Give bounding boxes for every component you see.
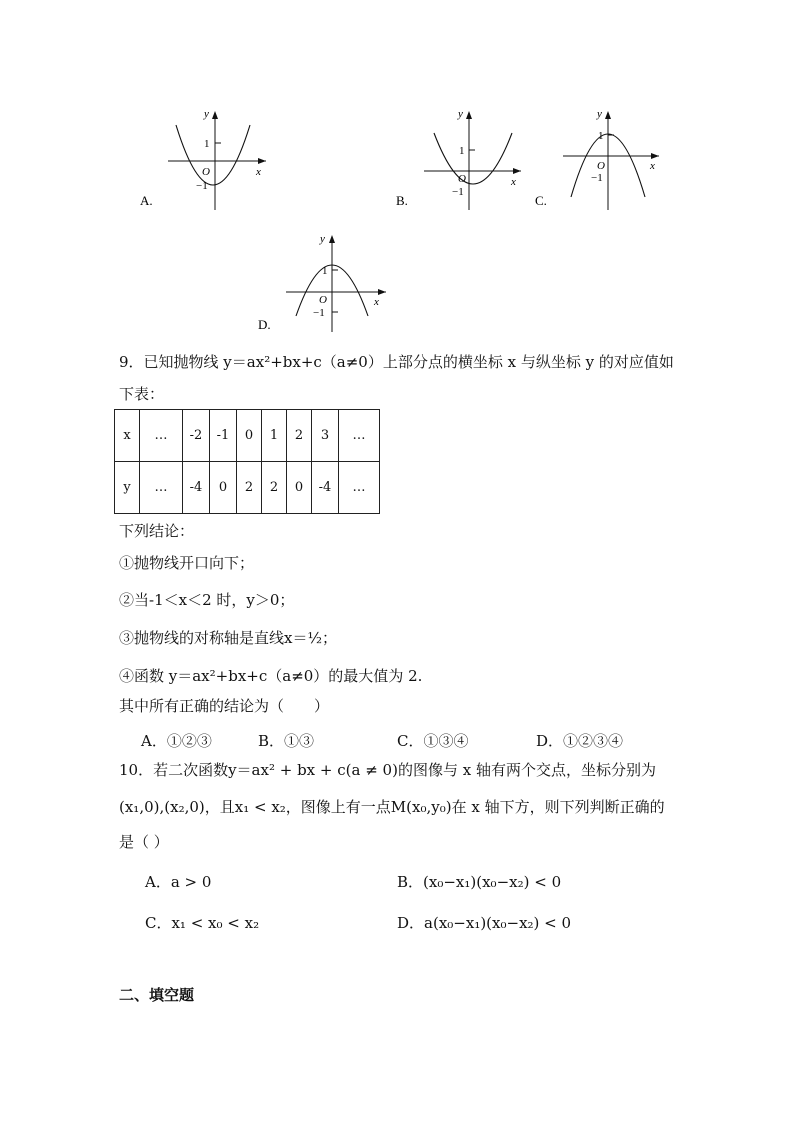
table-cell: 3 <box>312 410 339 462</box>
q9-value-table <box>114 409 380 514</box>
q9-conclusion-2: ②当-1＜x＜2 时，y＞0； <box>119 591 295 609</box>
graph-d-tick-neg: −1 <box>313 307 325 319</box>
q9-intro: 下列结论： <box>119 522 195 540</box>
graph-a-tick-pos: 1 <box>204 138 210 150</box>
q10-option-b: B．(x₀−x₁)(x₀−x₂) < 0 <box>397 873 562 891</box>
table-cell: y <box>115 462 140 514</box>
q9-conclusion-1: ①抛物线开口向下； <box>119 554 255 572</box>
table-row-x <box>115 410 380 462</box>
section-heading-fill-in: 二、填空题 <box>119 986 195 1004</box>
graph-c-x-label: x <box>650 160 655 172</box>
table-cell: … <box>339 410 380 462</box>
q10-line2: (x₁,0),(x₂,0)，且x₁ < x₂，图像上有一点M(x₀,y₀)在 x 轴下方，则下列判断正确的 <box>119 798 665 816</box>
graph-b-tick-pos: 1 <box>459 145 465 157</box>
graph-b-x-label: x <box>511 176 516 188</box>
table-cell: 2 <box>237 462 262 514</box>
graph-d <box>256 228 396 338</box>
table-cell: 0 <box>210 462 237 514</box>
graph-a-tick-neg: −1 <box>196 180 208 192</box>
table-row-y <box>115 462 380 514</box>
graph-b-letter: B. <box>396 193 408 208</box>
table-cell: … <box>339 462 380 514</box>
graph-b-tick-neg: −1 <box>452 186 464 198</box>
q9-conclusion-4: ④函数 y＝ax²+bx+c（a≠0）的最大值为 2. <box>119 667 423 685</box>
q10-line1: 10．若二次函数y＝ax² + bx + c(a ≠ 0)的图像与 x 轴有两个交点，坐标分别为 <box>119 761 656 779</box>
table-cell: x <box>115 410 140 462</box>
table-cell: -1 <box>210 410 237 462</box>
graph-a-svg <box>138 105 268 215</box>
graph-c-y-label: y <box>597 108 602 120</box>
graph-a-origin: O <box>202 166 210 178</box>
q9-option-c: C．①③④ <box>397 732 469 750</box>
table-cell: … <box>140 410 183 462</box>
graph-c-tick-neg: −1 <box>591 172 603 184</box>
graph-d-y-label: y <box>320 233 325 245</box>
table-cell: 2 <box>287 410 312 462</box>
q9-conclusion-3: ③抛物线的对称轴是直线x＝½； <box>119 629 337 647</box>
graph-d-origin: O <box>319 294 327 306</box>
graph-d-tick-pos: 1 <box>322 265 328 277</box>
table-cell: -4 <box>312 462 339 514</box>
q10-option-c: C．x₁ < x₀ < x₂ <box>145 914 260 932</box>
graph-a <box>138 105 268 215</box>
graph-b-y-label: y <box>458 108 463 120</box>
graph-c-letter: C. <box>535 193 547 208</box>
graph-c <box>535 105 665 215</box>
graph-d-x-label: x <box>374 296 379 308</box>
graph-d-letter: D. <box>258 317 271 332</box>
q9-option-a: A．①②③ <box>141 732 212 750</box>
q9-line2: 下表： <box>119 385 165 403</box>
table-cell: 0 <box>237 410 262 462</box>
q10-option-d: D．a(x₀−x₁)(x₀−x₂) < 0 <box>397 914 572 932</box>
graph-c-svg <box>535 105 665 215</box>
graph-a-x-label: x <box>256 166 261 178</box>
table-cell: -4 <box>183 462 210 514</box>
graph-b-origin: O <box>458 173 466 185</box>
q9-question: 其中所有正确的结论为（ ） <box>119 697 330 715</box>
table-cell: 0 <box>287 462 312 514</box>
graph-c-origin: O <box>597 160 605 172</box>
table-cell: … <box>140 462 183 514</box>
graph-a-letter: A. <box>140 193 153 208</box>
table-cell: 2 <box>262 462 287 514</box>
table-cell: -2 <box>183 410 210 462</box>
table-cell: 1 <box>262 410 287 462</box>
q10-option-a: A．a > 0 <box>145 873 212 891</box>
graph-d-svg <box>256 228 396 338</box>
graph-b-svg <box>396 105 526 215</box>
q9-line1: 9．已知抛物线 y＝ax²+bx+c（a≠0）上部分点的横坐标 x 与纵坐标 y 的对应值如 <box>119 353 674 371</box>
q9-option-b: B．①③ <box>258 732 315 750</box>
graph-a-y-label: y <box>204 108 209 120</box>
q10-line3: 是（ ） <box>119 833 169 851</box>
q9-option-d: D．①②③④ <box>536 732 624 750</box>
graph-b <box>396 105 526 215</box>
graph-c-tick-pos: 1 <box>598 130 604 142</box>
